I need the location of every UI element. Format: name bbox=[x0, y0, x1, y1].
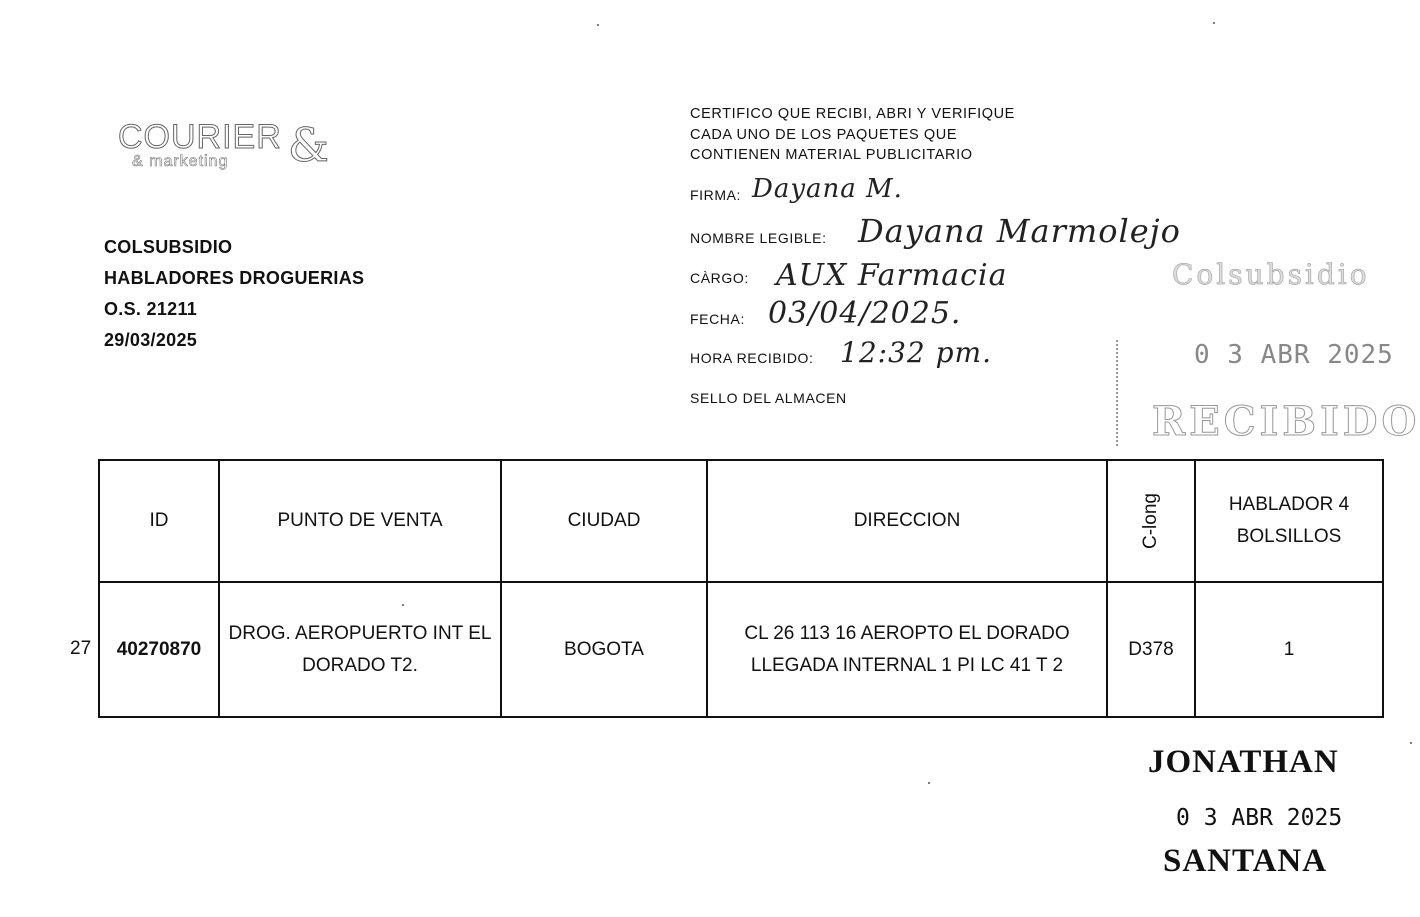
cell-punto-venta bbox=[219, 582, 501, 717]
client-name: COLSUBSIDIO bbox=[104, 237, 233, 257]
table-row bbox=[99, 582, 1383, 717]
fecha-label: FECHA: bbox=[690, 311, 745, 327]
cell-ciudad: BOGOTA bbox=[501, 582, 707, 717]
header-clong-cell bbox=[1107, 460, 1195, 582]
cell-direccion bbox=[707, 582, 1107, 717]
scan-speck bbox=[1410, 742, 1412, 744]
direccion-line1: CL 26 113 16 AEROPTO EL DORADO bbox=[744, 622, 1070, 644]
logo-subtitle: & marketing bbox=[132, 153, 229, 170]
header-id: ID bbox=[99, 460, 219, 582]
header-hablador bbox=[1195, 460, 1383, 582]
direccion-line2: LLEGADA INTERNAL 1 PI LC 41 T 2 bbox=[750, 654, 1064, 676]
scan-speck bbox=[402, 604, 404, 606]
table-header-row bbox=[99, 460, 1383, 582]
signature-stamp-last: SANTANA bbox=[1163, 843, 1328, 879]
order-date: 29/03/2025 bbox=[104, 330, 198, 350]
nombre-value: Dayana Marmolejo bbox=[858, 212, 1181, 250]
delivery-table bbox=[98, 459, 1384, 718]
client-project: HABLADORES DROGUERIAS bbox=[104, 268, 365, 288]
firma-label: FIRMA: bbox=[690, 187, 742, 203]
cell-clong: D378 bbox=[1107, 582, 1195, 717]
logo-ampersand: & bbox=[288, 118, 329, 172]
cell-id: 40270870 bbox=[99, 582, 219, 717]
header-punto-venta: PUNTO DE VENTA bbox=[219, 460, 501, 582]
header-direccion: DIRECCION bbox=[707, 460, 1107, 582]
row-number: 27 bbox=[70, 638, 92, 659]
scan-speck bbox=[597, 24, 599, 26]
client-info bbox=[104, 232, 364, 356]
firma-signature: Dayana M. bbox=[752, 174, 903, 204]
fecha-value: 03/04/2025. bbox=[768, 296, 962, 331]
cert-line-3: CONTIENEN MATERIAL PUBLICITARIO bbox=[690, 147, 973, 163]
punto-venta-line2: DORADO T2. bbox=[302, 654, 418, 676]
service-order: O.S. 21211 bbox=[104, 299, 198, 319]
warehouse-stamp-top: Colsubsidio bbox=[1172, 258, 1370, 291]
warehouse-stamp-bottom: RECIBIDO bbox=[1152, 398, 1420, 445]
signature-stamp-first: JONATHAN bbox=[1148, 744, 1339, 780]
signature-stamp-date: 0 3 ABR 2025 bbox=[1176, 805, 1343, 831]
courier-logo bbox=[118, 118, 348, 198]
punto-venta-line1: DROG. AEROPUERTO INT EL bbox=[228, 622, 492, 644]
scan-speck bbox=[928, 782, 930, 784]
cert-line-2: CADA UNO DE LOS PAQUETES QUE bbox=[690, 126, 958, 143]
cargo-value: AUX Farmacia bbox=[776, 258, 1008, 293]
header-ciudad: CIUDAD bbox=[501, 460, 707, 582]
header-hablador-line1: HABLADOR 4 bbox=[1228, 494, 1350, 515]
cargo-label: CÀRGO: bbox=[690, 270, 749, 286]
header-clong: C-long bbox=[1139, 493, 1161, 549]
logo-word: COURIER bbox=[118, 118, 282, 156]
stamp-border bbox=[1116, 340, 1118, 446]
scan-speck bbox=[1213, 22, 1215, 24]
header-hablador-line2: BOLSILLOS bbox=[1236, 526, 1342, 547]
sello-label: SELLO DEL ALMACEN bbox=[690, 390, 847, 406]
cell-hablador: 1 bbox=[1195, 582, 1383, 717]
hora-label: HORA RECIBIDO: bbox=[690, 350, 814, 366]
warehouse-stamp-date: 0 3 ABR 2025 bbox=[1194, 340, 1394, 370]
hora-value: 12:32 pm. bbox=[840, 336, 992, 369]
nombre-label: NOMBRE LEGIBLE: bbox=[690, 230, 827, 246]
certification-text bbox=[690, 104, 1015, 166]
cert-line-1: CERTIFICO QUE RECIBI, ABRI Y VERIFIQUE bbox=[690, 106, 1015, 122]
